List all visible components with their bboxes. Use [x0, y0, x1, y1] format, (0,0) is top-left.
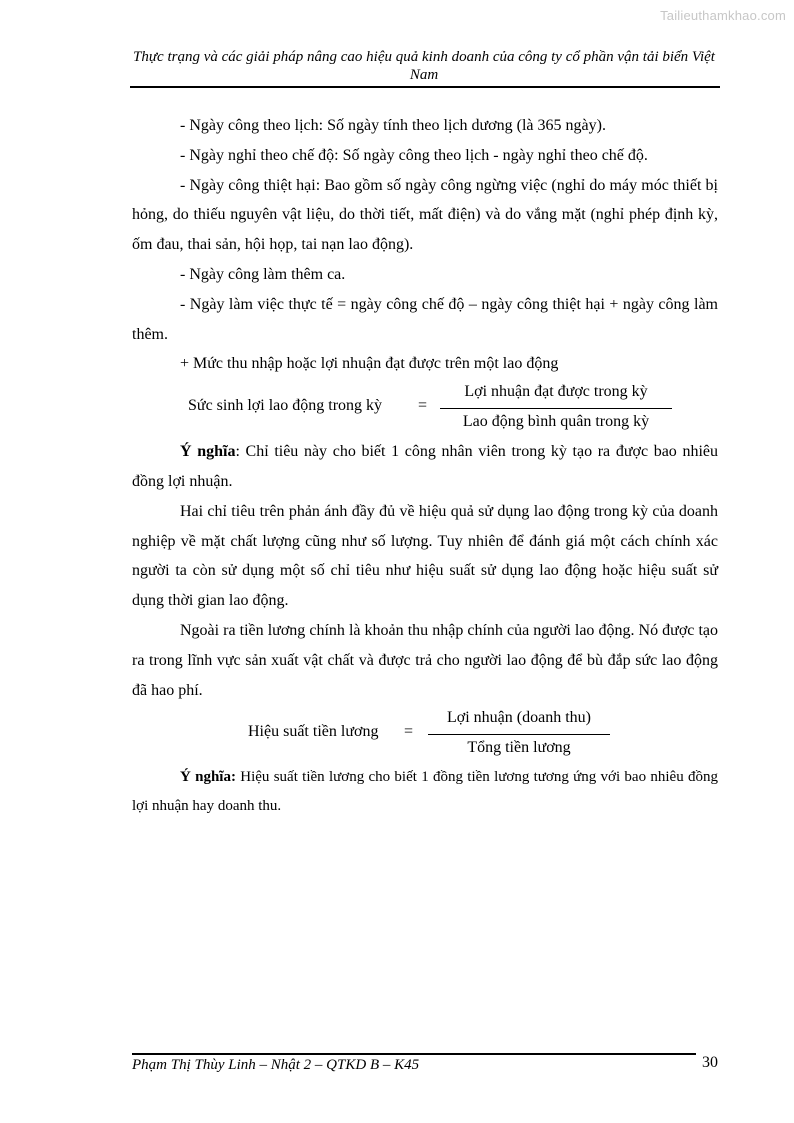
- meaning-text: : Chỉ tiêu này cho biết 1 công nhân viên trong kỳ tạo ra được bao nhiêu đồng lợi nhuận.: [132, 443, 718, 490]
- paragraph-overtime-days: - Ngày công làm thêm ca.: [180, 265, 346, 283]
- meaning-label: Ý nghĩa: [180, 443, 236, 461]
- paragraph-two-indicators: Hai chỉ tiêu trên phản ánh đầy đủ về hiệu quả sử dụng lao động trong kỳ của doanh nghiệp về mặt chất lượng cũng như số lượng. Tuy nhiên để đánh giá một cách chính xác người ta còn sử dụng một số chỉ tiêu như hiệu suất sử dụng lao động hoặc hiệu suất sử dụng thời gian lao động.: [132, 502, 718, 610]
- header-divider: [130, 86, 720, 88]
- formula-equals: =: [404, 723, 414, 741]
- page-header: Thực trạng và các giải pháp nâng cao hiệu quả kinh doanh của công ty cổ phần vận tải biển Việt Nam: [133, 49, 715, 83]
- paragraph-income-per-worker: + Mức thu nhập hoặc lợi nhuận đạt được trên một lao động: [180, 355, 559, 373]
- formula-label: Sức sinh lợi lao động trong kỳ: [188, 397, 383, 415]
- watermark: Tailieuthamkhao.com: [660, 8, 786, 23]
- paragraph-actual-days: - Ngày làm việc thực tế = ngày công chế độ – ngày công thiệt hại + ngày công làm thêm.: [132, 295, 718, 343]
- footer-divider: [132, 1053, 696, 1055]
- formula-numerator: Lợi nhuận đạt được trong kỳ: [464, 383, 648, 401]
- page-content: [132, 111, 718, 821]
- meaning-label: Ý nghĩa:: [180, 769, 236, 786]
- formula-numerator: Lợi nhuận (doanh thu): [447, 709, 591, 727]
- formula-equals: =: [418, 397, 428, 415]
- paragraph-calendar-days: - Ngày công theo lịch: Số ngày tính theo lịch dương (là 365 ngày).: [180, 117, 606, 134]
- formula-labor-profitability: [132, 381, 718, 433]
- formula-denominator: Lao động bình quân trong kỳ: [462, 413, 650, 431]
- paragraph-wages: Ngoài ra tiền lương chính là khoản thu nhập chính của người lao động. Nó được tạo ra trong lĩnh vực sản xuất vật chất và được trả cho người lao động để bù đắp sức lao động đã hao phí.: [132, 621, 718, 699]
- formula-label: Hiệu suất tiền lương: [248, 723, 379, 741]
- paragraph-lost-days: - Ngày công thiệt hại: Bao gồm số ngày công ngừng việc (nghỉ do máy móc thiết bị hỏng, do thiếu nguyên vật liệu, do thời tiết, mất điện) và do vắng mặt (nghỉ phép định kỳ, ốm đau, thai sản, hội họp, tai nạn lao động).: [132, 176, 718, 254]
- paragraph-regime-days: - Ngày nghỉ theo chế độ: Số ngày công theo lịch - ngày nghỉ theo chế độ.: [180, 146, 648, 164]
- paragraph-meaning-2: [132, 763, 718, 821]
- footer-author: Phạm Thị Thùy Linh – Nhật 2 – QTKD B – K45: [132, 1057, 420, 1073]
- meaning-text: Hiệu suất tiền lương cho biết 1 đồng tiền lương tương ứng với bao nhiêu đồng lợi nhuận hay doanh thu.: [132, 769, 719, 815]
- formula-wage-efficiency: [132, 707, 718, 759]
- page-number: 30: [702, 1054, 718, 1071]
- paragraph-meaning-1: [132, 437, 718, 497]
- formula-denominator: Tổng tiền lương: [467, 739, 571, 757]
